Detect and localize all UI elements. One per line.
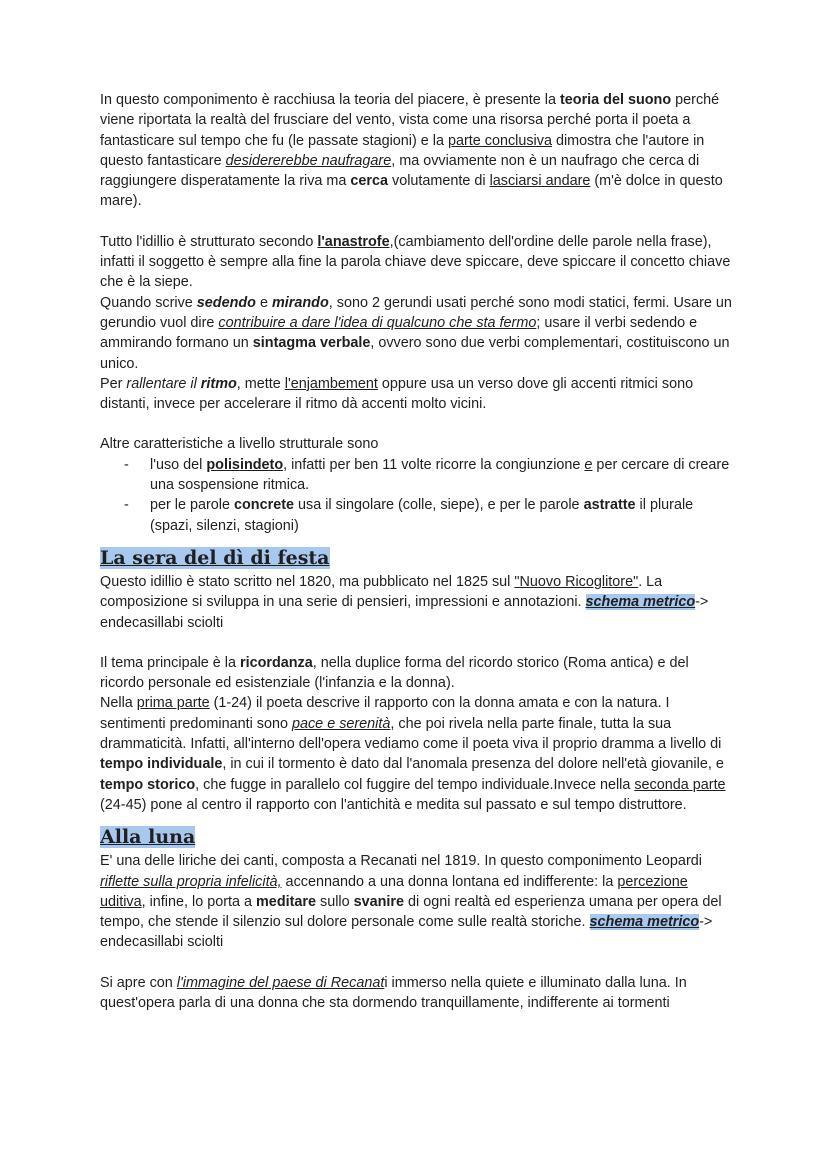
list-marker: -	[124, 497, 129, 514]
text: , ovvero sono due verbi complementari, costituiscono un unico.	[100, 335, 730, 372]
text: E' una delle liriche dei canti, composta a Recanati nel 1819. In questo componimento Leopardi	[100, 853, 702, 870]
text: e	[255, 294, 272, 311]
underlined-italic-text: riflette sulla propria infelicità,	[100, 873, 282, 890]
text: volutamente di	[388, 173, 490, 190]
list-item	[124, 495, 734, 536]
bold-text: tempo storico	[100, 776, 196, 793]
text: (m'è dolce in questo mare).	[100, 173, 723, 210]
text: Si apre con	[100, 974, 177, 991]
text: sullo	[316, 893, 354, 910]
underlined-text: prima parte	[136, 695, 210, 712]
spacer	[100, 414, 734, 434]
text: , che poi rivela nella parte finale, tutta la sua drammaticità. Infatti, all'interno dell'opera vediamo come il poeta viva il proprio dramma a livello di	[100, 715, 722, 753]
highlighted-text: schema metrico	[585, 594, 696, 611]
text: Per	[100, 375, 127, 392]
bold-text: concrete	[234, 497, 294, 514]
text: , nella duplice forma del ricordo storico (Roma antica) e del ricordo personale ed esistenziale (l'infanzia e la donna).	[100, 654, 689, 692]
text: (1-24) il poeta descrive il rapporto con la donna amata e con la natura. I sentimenti predominanti sono	[100, 695, 670, 732]
spacer	[100, 633, 734, 653]
text: dimostra che l'autore in questo fantasticare	[100, 132, 705, 169]
heading-text: Alla luna	[100, 826, 196, 849]
spacer	[100, 953, 734, 973]
text: (24-45) pone al centro il rapporto con l'antichità e medita sul passato e sul tempo distruttore.	[100, 796, 687, 813]
underlined-text: parte conclusiva	[447, 132, 552, 149]
bold-underlined-text: l'anastrofe	[317, 233, 390, 250]
text: l'uso del	[150, 456, 207, 473]
underlined-text: percezione uditiva	[100, 873, 688, 910]
text: per cercare di creare una sospensione ritmica.	[150, 456, 730, 494]
document-page	[100, 90, 734, 1013]
bold-text: teoria del suono	[559, 92, 672, 108]
underlined-italic-text: pace e serenità	[291, 715, 391, 732]
text: -> endecasillabi sciolti	[100, 914, 713, 951]
text: , infine, lo porta a	[141, 893, 257, 910]
paragraph-liriche-canti	[100, 851, 734, 952]
highlighted-text: schema metrico	[589, 914, 700, 931]
bold-text: cerca	[350, 173, 388, 190]
underlined-italic-text: l'immagine del paese di Recanat	[176, 974, 385, 991]
paragraph-ricordanza	[100, 653, 734, 694]
text: accennando a una donna lontana ed indifferente: la	[281, 873, 618, 890]
underlined-italic-text: contribuire a dare l'idea di qualcuno che sta fermo	[218, 314, 537, 331]
bold-text: svanire	[353, 893, 405, 910]
heading-la-sera-del-di-di-festa	[100, 546, 734, 570]
dash-list	[100, 455, 734, 536]
text: ,(cambiamento dell'ordine delle parole nella frase), infatti il soggetto è sempre alla fine la parola chiave deve spiccare, deve spiccare il concetto chiave che è la siepe.	[100, 233, 731, 291]
underlined-text: seconda parte	[634, 776, 726, 793]
underlined-text: "Nuovo Ricoglitore"	[514, 573, 639, 590]
text: , infatti per ben 11 volte ricorre la congiunzione	[283, 456, 585, 473]
text: di ogni realtà ed esperienza umana per opera del tempo, che stende il silenzio sul dolore personale come sulle realtà storiche.	[100, 893, 722, 931]
bold-italic-text: mirando	[271, 294, 329, 311]
paragraph-ritmo	[100, 374, 734, 415]
text: i immerso nella quiete e illuminato dalla luna. In quest'opera parla di una donna che sta dormendo tranquillamente, indifferente ai tormenti	[100, 974, 687, 1011]
underlined-italic-text: e	[584, 456, 593, 473]
spacer	[100, 212, 734, 232]
bold-text: astratte	[583, 497, 636, 514]
text: . La composizione si sviluppa in una serie di pensieri, impressioni e annotazioni.	[100, 573, 663, 611]
text: Tutto l'idillio è strutturato secondo	[100, 233, 318, 250]
text: il plurale (spazi, silenzi, stagioni)	[150, 497, 694, 534]
bold-text: tempo individuale	[100, 756, 223, 773]
text: , sono 2 gerundi usati perché sono modi statici, fermi. Usare un gerundio vuol dire	[100, 294, 732, 331]
underlined-text: lasciarsi andare	[489, 173, 591, 190]
heading-text: La sera del dì di festa	[100, 546, 330, 569]
list-item	[124, 455, 734, 496]
text: Quando scrive	[100, 294, 197, 311]
text: , ma ovviamente non è un naufrago che cerca di raggiungere disperatamente la riva ma	[100, 152, 700, 190]
paragraph-idillio-1820	[100, 572, 734, 633]
text: per le parole	[150, 497, 234, 514]
text: perché viene riportata la realtà del frusciare del vento, vista come una risorsa perché porta il poeta a fantasticare sul tempo che fu (le passate stagioni) e la	[100, 92, 720, 149]
text: , mette	[236, 375, 285, 392]
text: , che fugge in parallelo col fuggire del tempo individuale.Invece nella	[195, 776, 635, 793]
paragraph-recanati	[100, 973, 734, 1014]
text: Questo idillio è stato scritto nel 1820, ma pubblicato nel 1825 sul	[100, 573, 515, 590]
text: ; usare il verbi sedendo e ammirando formano un	[100, 314, 698, 352]
paragraph-caratteristiche: Altre caratteristiche a livello strutturale sono	[100, 436, 379, 453]
text: Il tema principale è la	[100, 654, 240, 671]
bold-italic-text: sedendo	[196, 294, 256, 311]
bold-text: sintagma verbale	[252, 335, 371, 352]
text: -> endecasillabi sciolti	[100, 594, 709, 631]
text: In questo componimento è racchiusa la teoria del piacere, è presente la	[100, 92, 560, 108]
text: Nella	[100, 695, 137, 712]
paragraph-prima-parte	[100, 693, 734, 815]
bold-italic-text: ritmo	[200, 375, 237, 392]
text: usa il singolare (colle, siepe), e per le parole	[294, 497, 584, 514]
underlined-italic-text: desidererebbe naufragare	[225, 152, 392, 169]
heading-alla-luna	[100, 825, 734, 849]
text: oppure usa un verso dove gli accenti ritmici sono distanti, invece per accelerare il ritmo dà accenti molto vicini.	[100, 375, 694, 413]
paragraph-gerundi	[100, 293, 734, 374]
paragraph-teoria-suono	[100, 90, 734, 212]
bold-text: meditare	[256, 893, 317, 910]
list-marker: -	[124, 456, 129, 473]
paragraph-anastrofe	[100, 232, 734, 293]
underlined-text: l'enjambement	[284, 375, 378, 392]
italic-text: rallentare il	[126, 375, 201, 392]
bold-underlined-text: polisindeto	[206, 456, 284, 473]
bold-text: ricordanza	[239, 654, 313, 671]
text: , in cui il tormento è dato dal l'anomala presenza del dolore nell'età giovanile, e	[222, 756, 724, 773]
